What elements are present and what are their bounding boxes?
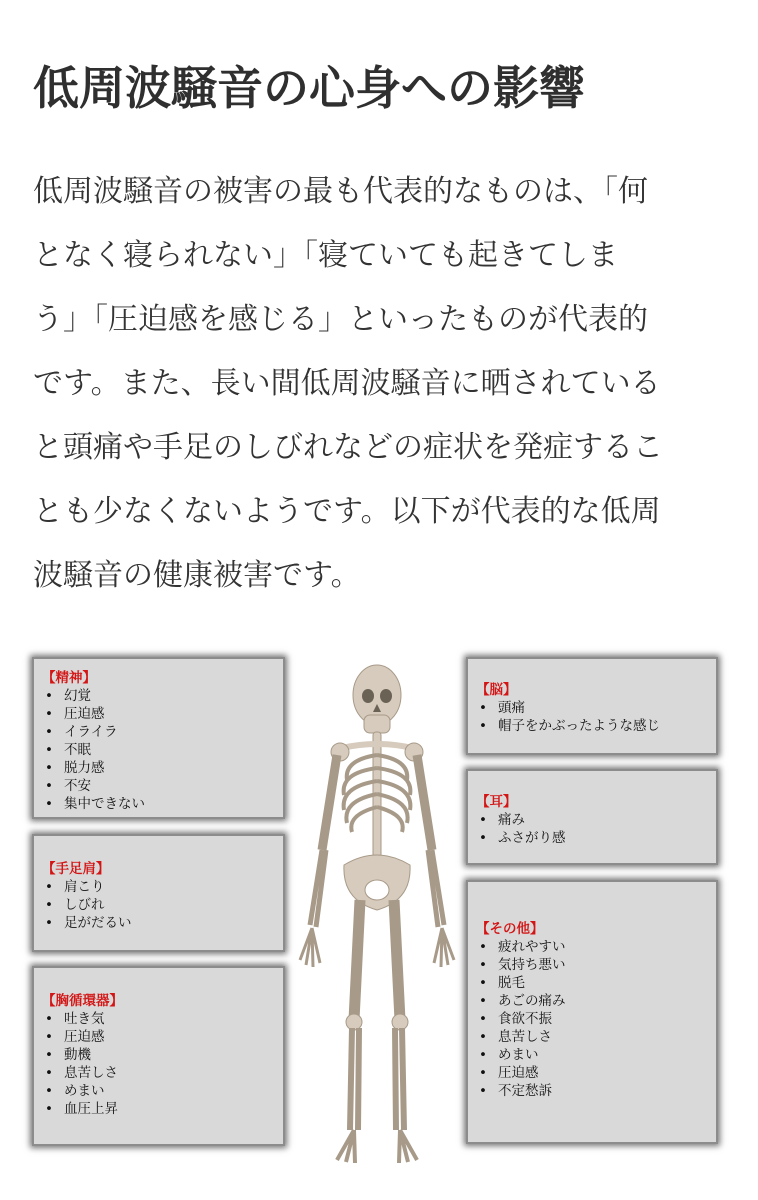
box-heading: 【胸循環器】 xyxy=(42,993,123,1009)
box-heading: 【その他】 xyxy=(476,921,544,937)
list-item: • 圧迫感 xyxy=(42,1028,283,1046)
symptom-list xyxy=(476,699,716,735)
paragraph-line: 低周波騒音の被害の最も代表的なものは、「何 xyxy=(33,174,648,209)
symptom-box-brain xyxy=(466,657,718,755)
list-item: • 疲れやすい xyxy=(476,938,716,956)
box-heading: 【手足肩】 xyxy=(42,861,110,877)
list-item: • 息苦しさ xyxy=(42,1064,283,1082)
list-item: • 痛み xyxy=(476,811,716,829)
paragraph-line: う」「圧迫感を感じる」といったものが代表的 xyxy=(33,302,648,337)
symptom-box-limbs xyxy=(32,834,285,952)
list-item: • 不定愁訴 xyxy=(476,1082,716,1100)
symptom-list xyxy=(42,687,283,813)
list-item: • 圧迫感 xyxy=(42,705,283,723)
list-item: • 動機 xyxy=(42,1046,283,1064)
symptom-box-chest xyxy=(32,966,285,1146)
list-item: • 幻覚 xyxy=(42,687,283,705)
list-item: • 集中できない xyxy=(42,795,283,813)
box-heading: 【精神】 xyxy=(42,670,96,686)
symptom-box-ear xyxy=(466,769,718,865)
list-item: • 不安 xyxy=(42,777,283,795)
list-item: • 息苦しさ xyxy=(476,1028,716,1046)
list-item: • しびれ xyxy=(42,896,283,914)
symptom-list xyxy=(476,938,716,1100)
symptom-box-mental xyxy=(32,657,285,819)
list-item: • 食欲不振 xyxy=(476,1010,716,1028)
list-item: • 不眠 xyxy=(42,741,283,759)
list-item: • 足がだるい xyxy=(42,914,283,932)
box-heading: 【耳】 xyxy=(476,794,517,810)
symptom-list xyxy=(476,811,716,847)
list-item: • 血圧上昇 xyxy=(42,1100,283,1118)
list-item: • あごの痛み xyxy=(476,992,716,1010)
list-item: • 吐き気 xyxy=(42,1010,283,1028)
intro-paragraph xyxy=(33,160,713,608)
skeleton-icon xyxy=(282,660,472,1165)
paragraph-line: です。また、長い間低周波騒音に晒されている xyxy=(33,366,661,401)
symptom-list xyxy=(42,1010,283,1118)
list-item: • めまい xyxy=(42,1082,283,1100)
list-item: • 圧迫感 xyxy=(476,1064,716,1082)
list-item: • イライラ xyxy=(42,723,283,741)
list-item: • めまい xyxy=(476,1046,716,1064)
list-item: • 気持ち悪い xyxy=(476,956,716,974)
symptom-list xyxy=(42,878,283,932)
list-item: • 頭痛 xyxy=(476,699,716,717)
paragraph-line: 波騒音の健康被害です。 xyxy=(33,558,361,593)
paragraph-line: とも少なくないようです。以下が代表的な低周 xyxy=(33,494,661,529)
list-item: • 肩こり xyxy=(42,878,283,896)
list-item: • 脱力感 xyxy=(42,759,283,777)
box-heading: 【脳】 xyxy=(476,682,517,698)
paragraph-line: と頭痛や手足のしびれなどの症状を発症するこ xyxy=(33,430,663,465)
paragraph-line: となく寝られない」「寝ていても起きてしま xyxy=(33,238,618,273)
list-item: • 帽子をかぶったような感じ xyxy=(476,717,716,735)
list-item: • ふさがり感 xyxy=(476,829,716,847)
page-title: 低周波騒音の心身への影響 xyxy=(33,61,585,115)
list-item: • 脱毛 xyxy=(476,974,716,992)
symptom-box-other xyxy=(466,880,718,1144)
